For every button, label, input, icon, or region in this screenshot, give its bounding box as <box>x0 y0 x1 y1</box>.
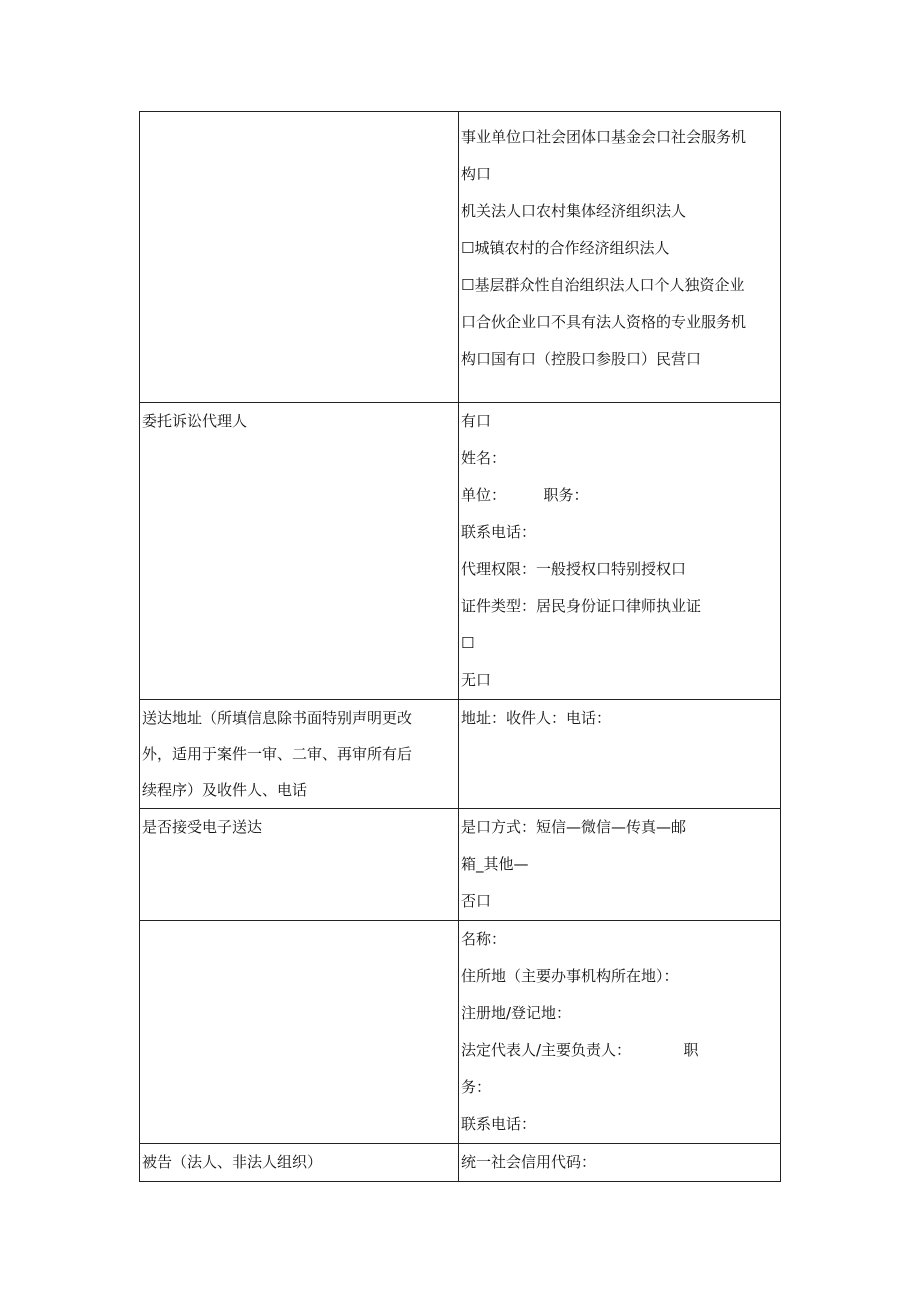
delivery-address-label-line-3: 续程序）及收件人、电话 <box>142 781 308 799</box>
defendant-position-field: 务： <box>461 1078 492 1096</box>
defendant-details <box>459 921 781 1144</box>
delivery-address-fields: 地址：收件人：电话： <box>461 709 612 727</box>
defendant-phone-field: 联系电话： <box>461 1115 537 1133</box>
org-type-line-3: 机关法人口农村集体经济组织法人 <box>461 202 687 220</box>
delivery-address-label-line-2: 外，适用于案件一审、二审、再审所有后 <box>142 745 413 763</box>
defendant-registration-field: 注册地/登记地： <box>461 1004 572 1022</box>
agent-name-field: 姓名： <box>461 449 507 467</box>
org-type-line-6: 口合伙企业口不具有法人资格的专业服务机 <box>461 313 747 331</box>
org-type-line-4: ☐城镇农村的合作经济组织法人 <box>461 239 670 257</box>
org-type-line-2: 构口 <box>461 165 492 183</box>
litigation-agent-label-cell <box>140 403 459 700</box>
org-type-line-7: 构口国有口（控股口参股口）民营口 <box>461 350 702 368</box>
electronic-delivery-other-option: 箱_其他— <box>461 855 529 873</box>
row-defendant-details <box>140 921 781 1144</box>
defendant-name-field: 名称： <box>461 930 507 948</box>
row-delivery-address <box>140 700 781 809</box>
electronic-delivery-yes-option[interactable]: 是口方式：短信—微信—传真—邮 <box>461 818 687 836</box>
defendant-label: 被告（法人、非法人组织） <box>142 1153 323 1171</box>
defendant-credit-code-field: 统一社会信用代码： <box>461 1153 597 1171</box>
agent-none-checkbox[interactable]: 无口 <box>461 671 492 689</box>
agent-unit-position-field: 单位： 职务： <box>461 486 589 504</box>
org-type-line-1: 事业单位口社会团体口基金会口社会服务机 <box>461 128 747 146</box>
agent-id-type-checkbox[interactable]: ☐ <box>461 634 475 652</box>
defendant-label-cell <box>140 1144 459 1182</box>
row-electronic-delivery <box>140 809 781 921</box>
electronic-delivery-options <box>459 809 781 921</box>
org-type-line-5: ☐基层群众性自治组织法人口个人独资企业 <box>461 276 745 294</box>
agent-phone-field: 联系电话： <box>461 523 537 541</box>
agent-id-type-field: 证件类型：居民身份证口律师执业证 <box>461 597 702 615</box>
litigation-agent-label: 委托诉讼代理人 <box>142 412 248 430</box>
label-cell-empty <box>140 112 459 403</box>
row-litigation-agent <box>140 403 781 700</box>
electronic-delivery-no-option[interactable]: 否口 <box>461 892 492 910</box>
electronic-delivery-label: 是否接受电子送达 <box>142 818 263 836</box>
organization-type-options <box>459 112 781 403</box>
litigation-agent-details <box>459 403 781 700</box>
defendant-credit-code-cell <box>459 1144 781 1182</box>
agent-authority-field: 代理权限：一般授权口特别授权口 <box>461 560 687 578</box>
row-defendant <box>140 1144 781 1182</box>
agent-has-checkbox[interactable]: 有口 <box>461 412 492 430</box>
delivery-address-details <box>459 700 781 809</box>
defendant-details-label-cell <box>140 921 459 1144</box>
row-organization-type <box>140 112 781 403</box>
defendant-residence-field: 住所地（主要办事机构所在地）： <box>461 967 679 985</box>
form-table <box>139 111 781 1182</box>
defendant-representative-field: 法定代表人/主要负责人： 职 <box>461 1041 699 1059</box>
delivery-address-label-cell <box>140 700 459 809</box>
delivery-address-label-line-1: 送达地址（所填信息除书面特别声明更改 <box>142 709 413 727</box>
electronic-delivery-label-cell <box>140 809 459 921</box>
